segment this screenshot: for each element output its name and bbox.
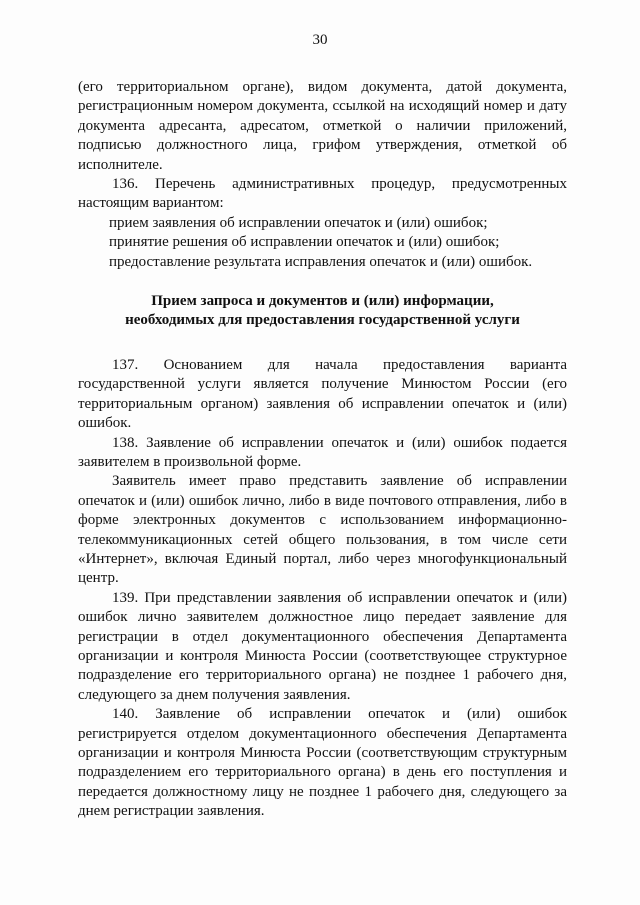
procedure-list-item: предоставление результата исправления опечаток и (или) ошибок. <box>109 253 533 270</box>
paragraph-137: 137. Основанием для начала предоставления варианта государственной услуги является получение Минюстом России (его территориальным органом) заявления об исправлении опечаток и (или) ошибок. <box>78 356 567 432</box>
paragraph-136: 136. Перечень административных процедур, предусмотренных настоящим вариантом: <box>78 176 567 212</box>
paragraph-140: 140. Заявление об исправлении опечаток и (или) ошибок регистрируется отделом документационного обеспечения Департамента организации и контроля Минюста России (соответствующим структурным подразделением его территориального органа) в день его поступления и передается должностному лицу не позднее 1 рабочего дня, следующего за днем регистрации заявления. <box>78 706 567 820</box>
page-number: 30 <box>312 32 328 48</box>
paragraph-138: 138. Заявление об исправлении опечаток и (или) ошибок подается заявителем в произвольной форме. <box>78 434 567 470</box>
procedure-list-item: прием заявления об исправлении опечаток и (или) ошибок; <box>109 214 488 231</box>
document-body <box>78 78 567 822</box>
section-heading-line: Прием запроса и документов и (или) информации, <box>151 293 494 310</box>
paragraph-continuation: (его территориальном органе), видом документа, датой документа, регистрационным номером документа, ссылкой на исходящий номер и дату документа адресанта, адресатом, отметкой о наличии приложений, подписью должностного лица, грифом утверждения, отметкой об исполнителе. <box>78 79 567 173</box>
paragraph-139: 139. При представлении заявления об исправлении опечаток и (или) ошибок лично заявителем должностное лицо передает заявление для регистрации в отдел документационного обеспечения Департамента организации и контроля Минюста России (соответствующее структурное подразделение его территориального органа) не позднее 1 рабочего дня, следующего за днем получения заявления. <box>78 589 567 703</box>
section-heading <box>78 292 567 331</box>
paragraph-applicant-right: Заявитель имеет право представить заявление об исправлении опечаток и (или) ошибок лично, либо в виде почтового отправления, либо в форме электронных документов с использованием информационно-телекоммуникационных сетей общего пользования, в том числе сети «Интернет», включая Единый портал, либо через многофункциональный центр. <box>78 473 567 587</box>
section-heading-line: необходимых для предоставления государственной услуги <box>125 312 520 329</box>
procedure-list-item: принятие решения об исправлении опечаток и (или) ошибок; <box>109 234 500 251</box>
